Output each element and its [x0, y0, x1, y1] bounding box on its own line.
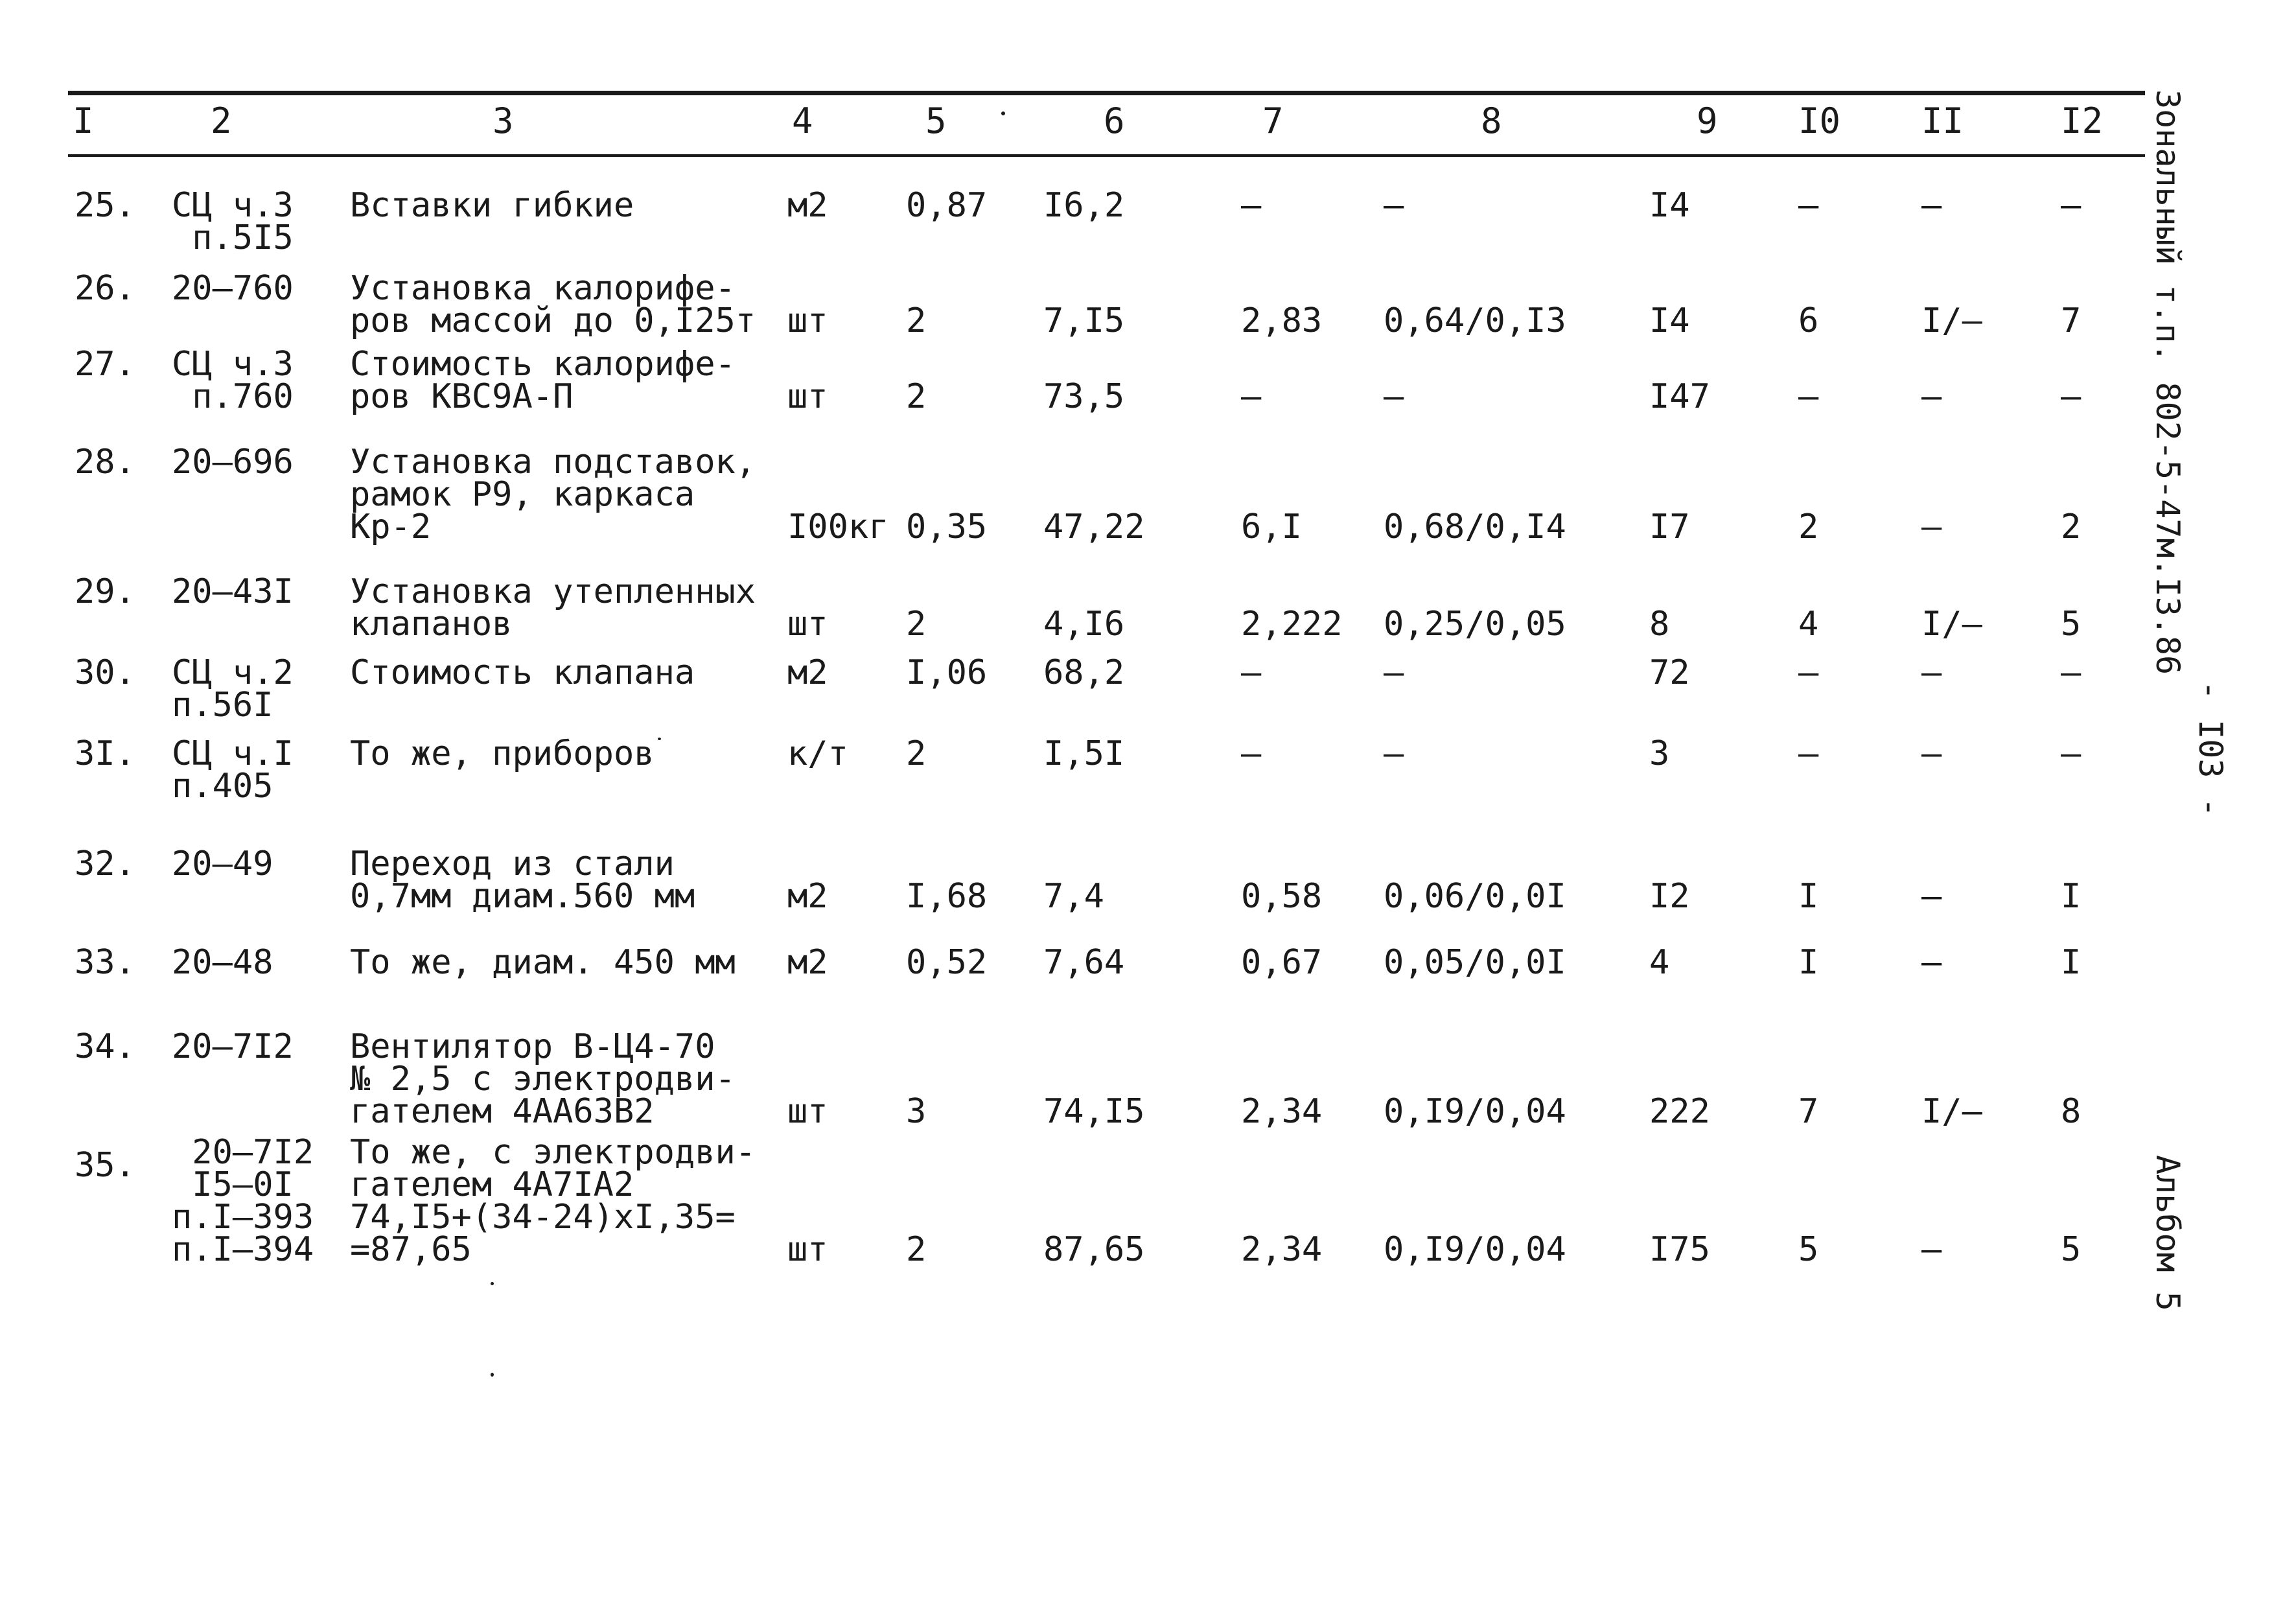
col-11: – [1921, 943, 1942, 982]
col-9: 8 [1649, 605, 1670, 644]
col-9: 4 [1649, 943, 1670, 982]
col-8: 0,64/0,I3 [1384, 301, 1566, 340]
col-7: – [1241, 653, 1262, 692]
col-7: 2,34 [1241, 1092, 1323, 1131]
scan-speck [491, 1282, 494, 1285]
unit: шт [787, 1230, 828, 1269]
col-10: – [1798, 186, 1819, 225]
norm-code: СЦ ч.3 п.5I5 [172, 186, 294, 257]
col-9: I75 [1649, 1230, 1710, 1269]
col-9: 222 [1649, 1092, 1710, 1131]
row-number: 26. [75, 269, 135, 308]
unit: м2 [787, 877, 828, 916]
header-cell-7: 7 [1262, 100, 1284, 141]
col-10: I [1798, 877, 1819, 916]
col-9: I47 [1649, 377, 1710, 416]
col-10: – [1798, 734, 1819, 773]
work-description: Стоимость калорифе- ров КВС9А-П [350, 345, 736, 416]
col-8: 0,06/0,0I [1384, 877, 1566, 916]
scan-speck [1001, 111, 1005, 115]
work-description: Установка утепленных клапанов [350, 572, 756, 644]
quantity: 2 [906, 377, 927, 416]
col-11: – [1921, 377, 1942, 416]
norm-code: 20–49 [172, 845, 273, 883]
unit: шт [787, 301, 828, 340]
header-cell-5: 5 [925, 100, 947, 141]
col-10: 5 [1798, 1230, 1819, 1269]
col-11: I/– [1921, 301, 1982, 340]
col-11: – [1921, 653, 1942, 692]
work-description: То же, с электродви- гателем 4А7IА2 74,I5+(34-24)хI,35= =87,65 [350, 1133, 756, 1269]
scan-speck [658, 738, 661, 740]
header-bottom-rule [68, 154, 2145, 157]
quantity: I,06 [906, 653, 988, 692]
header-cell-6: 6 [1104, 100, 1125, 141]
col-8: – [1384, 653, 1404, 692]
zonal-project-stamp: Зональный т.п. 802-5-47м.I3.86 [2149, 89, 2186, 675]
row-number: 3I. [75, 734, 135, 773]
col-9: 3 [1649, 734, 1670, 773]
unit-price: 68,2 [1043, 653, 1125, 692]
col-8: 0,25/0,05 [1384, 605, 1566, 644]
col-9: I2 [1649, 877, 1690, 916]
col-10: 4 [1798, 605, 1819, 644]
col-10: 6 [1798, 301, 1819, 340]
col-11: – [1921, 186, 1942, 225]
album-label: Альбом 5 [2149, 1155, 2186, 1311]
norm-code: 20–760 [172, 269, 294, 308]
col-9: I4 [1649, 301, 1690, 340]
quantity: 0,52 [906, 943, 988, 982]
work-description: Стоимость клапана [350, 653, 695, 692]
unit: шт [787, 1092, 828, 1131]
col-12: 2 [2061, 507, 2081, 546]
work-description: Вентилятор В-Ц4-70 № 2,5 с электродви- гателем 4АА63В2 [350, 1027, 736, 1131]
norm-code: 20–7I2 I5–0I п.I–393 п.I–394 [172, 1133, 314, 1269]
col-10: 2 [1798, 507, 1819, 546]
col-8: 0,05/0,0I [1384, 943, 1566, 982]
quantity: 2 [906, 734, 927, 773]
row-number: 25. [75, 186, 135, 225]
row-number: 34. [75, 1027, 135, 1066]
unit-price: 7,64 [1043, 943, 1125, 982]
header-cell-10: I0 [1798, 100, 1841, 141]
row-number: 27. [75, 345, 135, 384]
col-8: – [1384, 377, 1404, 416]
col-9: I4 [1649, 186, 1690, 225]
quantity: I,68 [906, 877, 988, 916]
quantity: 0,87 [906, 186, 988, 225]
unit-price: 73,5 [1043, 377, 1125, 416]
header-top-rule [68, 91, 2145, 95]
unit-price: 74,I5 [1043, 1092, 1145, 1131]
quantity: 3 [906, 1092, 927, 1131]
work-description: Установка калорифе- ров массой до 0,I25т [350, 269, 756, 340]
col-12: 7 [2061, 301, 2081, 340]
scan-speck [491, 1373, 494, 1377]
work-description: Переход из стали 0,7мм диам.560 мм [350, 845, 695, 916]
header-cell-2: 2 [211, 100, 232, 141]
quantity: 2 [906, 605, 927, 644]
unit: м2 [787, 943, 828, 982]
unit-price: 7,4 [1043, 877, 1104, 916]
col-12: – [2061, 377, 2081, 416]
unit: шт [787, 605, 828, 644]
col-7: – [1241, 186, 1262, 225]
header-cell-9: 9 [1697, 100, 1718, 141]
header-cell-1: I [73, 100, 94, 141]
col-12: I [2061, 943, 2081, 982]
unit: шт [787, 377, 828, 416]
col-7: 2,83 [1241, 301, 1323, 340]
row-number: 33. [75, 943, 135, 982]
header-cell-11: II [1921, 100, 1964, 141]
col-7: – [1241, 377, 1262, 416]
col-8: – [1384, 186, 1404, 225]
unit: м2 [787, 653, 828, 692]
unit-price: 87,65 [1043, 1230, 1145, 1269]
col-8: – [1384, 734, 1404, 773]
col-11: – [1921, 877, 1942, 916]
col-12: I [2061, 877, 2081, 916]
row-number: 30. [75, 653, 135, 692]
col-8: 0,68/0,I4 [1384, 507, 1566, 546]
unit: к/т [787, 734, 848, 773]
col-11: I/– [1921, 1092, 1982, 1131]
norm-code: СЦ ч.I п.405 [172, 734, 294, 806]
col-7: 6,I [1241, 507, 1302, 546]
row-number: 28. [75, 443, 135, 482]
norm-code: СЦ ч.2 п.56I [172, 653, 294, 725]
norm-code: СЦ ч.3 п.760 [172, 345, 294, 416]
col-12: 5 [2061, 605, 2081, 644]
row-number: 29. [75, 572, 135, 611]
page-number: - I03 - [2192, 681, 2229, 817]
row-number: 35. [75, 1146, 135, 1185]
unit: I00кг [787, 507, 889, 546]
work-description: То же, диам. 450 мм [350, 943, 736, 982]
row-number: 32. [75, 845, 135, 883]
col-7: – [1241, 734, 1262, 773]
col-10: 7 [1798, 1092, 1819, 1131]
work-description: То же, приборов [350, 734, 655, 773]
col-11: – [1921, 1230, 1942, 1269]
col-10: – [1798, 377, 1819, 416]
col-9: 72 [1649, 653, 1690, 692]
header-cell-8: 8 [1481, 100, 1502, 141]
col-7: 0,58 [1241, 877, 1323, 916]
col-11: I/– [1921, 605, 1982, 644]
quantity: 0,35 [906, 507, 988, 546]
col-12: 8 [2061, 1092, 2081, 1131]
col-9: I7 [1649, 507, 1690, 546]
col-10: I [1798, 943, 1819, 982]
norm-code: 20–48 [172, 943, 273, 982]
col-8: 0,I9/0,04 [1384, 1230, 1566, 1269]
col-7: 2,34 [1241, 1230, 1323, 1269]
col-12: – [2061, 653, 2081, 692]
unit-price: 7,I5 [1043, 301, 1125, 340]
header-cell-4: 4 [792, 100, 813, 141]
unit-price: 47,22 [1043, 507, 1145, 546]
unit: м2 [787, 186, 828, 225]
unit-price: 4,I6 [1043, 605, 1125, 644]
header-cell-3: 3 [493, 100, 514, 141]
work-description: Вставки гибкие [350, 186, 634, 225]
unit-price: I6,2 [1043, 186, 1125, 225]
col-12: 5 [2061, 1230, 2081, 1269]
col-8: 0,I9/0,04 [1384, 1092, 1566, 1131]
work-description: Установка подставок, рамок Р9, каркаса Кр-2 [350, 443, 756, 546]
unit-price: I,5I [1043, 734, 1125, 773]
quantity: 2 [906, 301, 927, 340]
norm-code: 20–7I2 [172, 1027, 294, 1066]
col-7: 0,67 [1241, 943, 1323, 982]
col-11: – [1921, 734, 1942, 773]
norm-code: 20–696 [172, 443, 294, 482]
col-7: 2,222 [1241, 605, 1343, 644]
col-12: – [2061, 734, 2081, 773]
header-cell-12: I2 [2061, 100, 2104, 141]
col-12: – [2061, 186, 2081, 225]
col-10: – [1798, 653, 1819, 692]
col-11: – [1921, 507, 1942, 546]
norm-code: 20–43I [172, 572, 294, 611]
quantity: 2 [906, 1230, 927, 1269]
